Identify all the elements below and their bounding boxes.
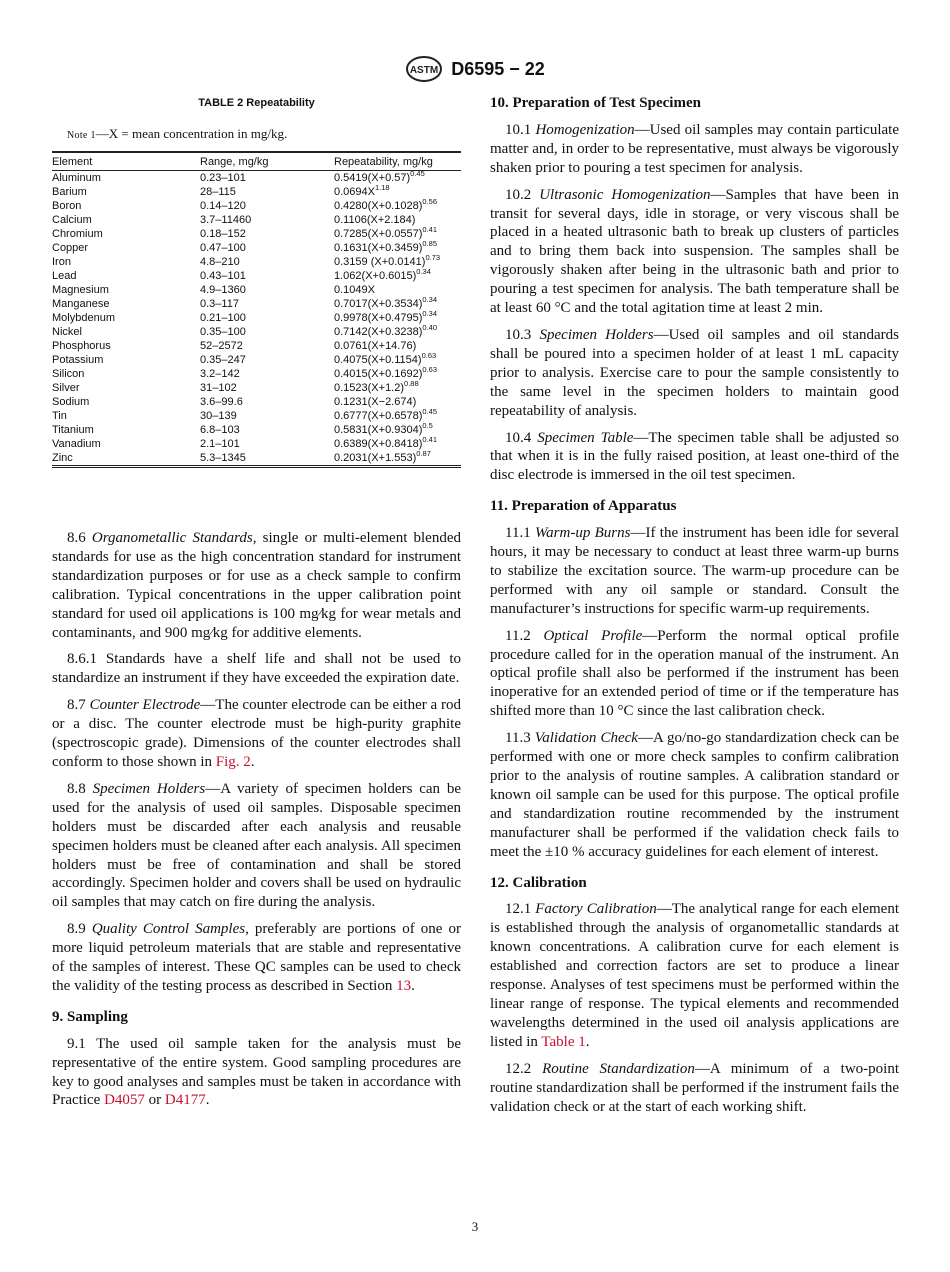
repeatability-formula: 0.0761(X+14.76) xyxy=(334,339,417,352)
repeatability-formula: 0.2031(X+1.553) xyxy=(334,451,417,464)
repeatability-cell xyxy=(334,252,461,269)
range-cell: 0.14–120 xyxy=(200,199,246,212)
element-cell: Potassium xyxy=(52,353,104,366)
document-id: D6595 − 22 xyxy=(451,58,545,79)
text: 10.2 xyxy=(505,186,540,203)
paragraph-title: Validation Check xyxy=(534,730,638,747)
exponent: 0.45 xyxy=(422,406,437,416)
text: —A variety of specimen holders can be used for the analysis of used oil samples. Disposable specimen holders must be discarded after each analysis and reusable specimen holders must be cleaned after each analysis. All specimen holders must be free of contamination and shall be stored accordingly. Specimen holder and covers shall be used on hydraulic oil samples that may catch on fire during the analysis. xyxy=(52,780,462,911)
repeatability-cell xyxy=(334,378,461,395)
range-cell: 6.8–103 xyxy=(200,423,240,436)
repeatability-cell xyxy=(334,266,461,283)
range-cell: 30–139 xyxy=(200,409,237,422)
paragraph xyxy=(52,696,461,772)
paragraph xyxy=(52,920,461,996)
range-cell: 0.3–117 xyxy=(200,297,239,310)
range-cell: 0.47–100 xyxy=(200,241,246,254)
element-cell: Silicon xyxy=(52,367,85,380)
paragraph xyxy=(490,627,899,722)
exponent: 0.87 xyxy=(416,448,431,458)
element-cell: Iron xyxy=(52,255,71,268)
text: 8.6.1 Standards have a shelf life and shall not be used to standardize an instrument if they have exceeded the expiration date. xyxy=(52,651,461,687)
table-note: Note 1—X = mean concentration in mg/kg. xyxy=(67,125,288,141)
text: . xyxy=(411,977,415,994)
repeatability-formula: 0.7285(X+0.0557) xyxy=(334,227,423,240)
paragraph xyxy=(52,650,461,688)
repeatability-formula: 0.1049X xyxy=(334,283,375,296)
exponent: 0.34 xyxy=(416,266,431,276)
table-row xyxy=(52,395,461,409)
range-cell: 0.21–100 xyxy=(200,311,246,324)
reference-link[interactable]: D4177 xyxy=(164,1092,206,1109)
repeatability-formula: 0.1231(X−2.674) xyxy=(334,395,417,408)
exponent: 0.40 xyxy=(422,322,437,332)
range-cell: 0.35–247 xyxy=(200,353,246,366)
repeatability-formula: 0.1631(X+0.3459) xyxy=(334,241,423,254)
text: 12.2 xyxy=(505,1060,543,1077)
table-row xyxy=(52,199,461,213)
repeatability-cell xyxy=(334,182,461,199)
text: 8.9 xyxy=(67,921,92,938)
table-row xyxy=(52,381,461,395)
repeatability-cell xyxy=(334,395,461,409)
element-cell: Magnesium xyxy=(52,283,109,296)
repeatability-formula: 0.3159 (X+0.0141) xyxy=(334,255,426,268)
element-cell: Chromium xyxy=(52,227,103,240)
paragraph-title: Homogenization xyxy=(535,121,635,138)
paragraph xyxy=(490,900,899,1051)
range-cell: 4.8–210 xyxy=(200,255,240,268)
text: 11. Preparation of Apparatus xyxy=(490,498,677,515)
text: 11.2 xyxy=(505,627,544,644)
element-cell: Barium xyxy=(52,185,87,198)
text: . xyxy=(250,753,255,770)
repeatability-cell xyxy=(334,238,461,255)
range-cell: 52–2572 xyxy=(200,339,243,352)
text: —The specimen table shall be adjusted so that when it is in the fully raised position, at least one-third of the disc electrode is immersed in the oil test specimen. xyxy=(490,429,900,484)
range-cell: 2.1–101 xyxy=(200,437,240,450)
range-cell: 0.35–100 xyxy=(200,325,246,338)
paragraph xyxy=(490,524,899,619)
text: 11.1 xyxy=(505,525,536,542)
element-cell: Nickel xyxy=(52,325,82,338)
table-row xyxy=(52,451,461,467)
text: 10. Preparation of Test Specimen xyxy=(490,95,701,111)
repeatability-cell xyxy=(334,420,461,437)
table-row xyxy=(52,325,461,339)
text: 12.1 xyxy=(505,901,536,918)
section-heading xyxy=(52,1008,461,1027)
column-header: Range, mg/kg xyxy=(200,152,334,171)
exponent: 1.18 xyxy=(374,182,390,192)
table-row xyxy=(52,437,461,451)
repeatability-formula: 0.7142(X+0.3238) xyxy=(334,325,423,338)
text: 10.4 xyxy=(505,429,538,446)
repeatability-formula: 0.0694X xyxy=(334,185,375,198)
reference-link[interactable]: 13 xyxy=(396,977,412,994)
element-cell: Vanadium xyxy=(52,437,101,450)
text: 9.1 The used oil sample taken for the analysis must be representative of the entire system. Good sampling procedures are key to good analyses and samples must be taken in accordance with Practice xyxy=(52,1035,461,1109)
table-row xyxy=(52,185,461,199)
repeatability-formula: 0.6777(X+0.6578) xyxy=(334,409,423,422)
text: or xyxy=(144,1092,165,1109)
repeatability-cell xyxy=(334,448,461,467)
text: 8.6 xyxy=(67,530,92,546)
paragraph-title: Counter Electrode xyxy=(89,697,201,714)
column-header: Repeatability, mg/kg xyxy=(334,152,461,171)
text: —Used oil samples may contain particulate matter and, in order to be representative, must always be vigorously shaken prior to pouring a test specimen for analysis. xyxy=(490,121,899,176)
element-cell: Sodium xyxy=(52,395,90,408)
element-cell: Aluminum xyxy=(52,171,101,184)
paragraph xyxy=(490,429,899,486)
table-row xyxy=(52,367,461,381)
exponent: 0.34 xyxy=(422,308,437,318)
table-row xyxy=(52,283,461,297)
page-number: 3 xyxy=(471,1219,479,1234)
reference-link[interactable]: Table 1 xyxy=(541,1033,586,1050)
text: 8.8 xyxy=(67,780,93,797)
repeatability-cell xyxy=(334,406,461,423)
paragraph xyxy=(52,780,461,912)
element-cell: Calcium xyxy=(52,213,92,226)
exponent: 0.41 xyxy=(422,434,437,444)
element-cell: Zinc xyxy=(52,451,73,464)
astm-logo-icon xyxy=(405,56,443,82)
exponent: 0.34 xyxy=(422,294,437,304)
paragraph-title: Optical Profile xyxy=(543,627,643,644)
table-row xyxy=(52,297,461,311)
text: single or multi-element blended standards for use as the high concentration standard for instrument standardization purposes or for use as a check sample to confirm calibration. Typical concentrations in the upper calibration point standard for used oil applications is 100 mg⁄kg for wear metals and contaminants, and 900 mg⁄kg for additive elements. xyxy=(52,530,462,641)
paragraph-title: Warm-up Burns xyxy=(535,525,631,542)
text: 10.1 xyxy=(505,121,536,138)
text: . xyxy=(585,1033,590,1050)
repeatability-formula: 1.062(X+0.6015) xyxy=(334,269,417,282)
repeatability-cell xyxy=(334,350,461,367)
text: 10.3 xyxy=(505,326,540,343)
paragraph xyxy=(490,729,899,861)
text: —The analytical range for each element is established through the analysis of organometallic standards at known concentrations. A calibration curve for each element is established and correction factors are set to produce a linear response. Analyses of test specimens must be performed within the linear range of response. The typical elements and recommended wavelengths determined in the used oil analysis applications are listed in xyxy=(490,901,900,1050)
repeatability-cell xyxy=(334,322,461,339)
element-cell: Lead xyxy=(52,269,77,282)
table-2-block xyxy=(52,94,461,468)
element-cell: Manganese xyxy=(52,297,110,310)
exponent: 0.73 xyxy=(425,252,441,262)
range-cell: 0.43–101 xyxy=(200,269,246,282)
element-cell: Tin xyxy=(52,409,67,422)
exponent: 0.88 xyxy=(404,378,419,388)
paragraph-title: Factory Calibration xyxy=(535,901,657,918)
element-cell: Boron xyxy=(52,199,82,212)
table-caption: TABLE 2 Repeatability xyxy=(198,97,315,109)
repeatability-formula: 0.4280(X+0.1028) xyxy=(334,199,423,212)
range-cell: 4.9–1360 xyxy=(200,283,246,296)
paragraph xyxy=(52,1035,461,1111)
exponent: 0.5 xyxy=(422,420,433,430)
svg-text:ASTM: ASTM xyxy=(410,65,439,76)
column-header: Element xyxy=(52,152,200,171)
repeatability-formula: 0.7017(X+0.3534) xyxy=(334,297,423,310)
repeatability-cell xyxy=(334,213,461,227)
range-cell: 0.23–101 xyxy=(200,171,246,184)
paragraph-title: Specimen Holders xyxy=(539,326,654,343)
range-cell: 0.18–152 xyxy=(200,227,246,240)
repeatability-formula: 0.4015(X+0.1692) xyxy=(334,367,423,380)
table-row xyxy=(52,227,461,241)
paragraph xyxy=(490,326,899,421)
text: 9. Sampling xyxy=(52,1008,128,1025)
paragraph xyxy=(52,529,461,642)
exponent: 0.41 xyxy=(422,224,437,234)
exponent: 0.45 xyxy=(410,168,425,178)
paragraph xyxy=(490,121,899,178)
text: 8.7 xyxy=(67,697,90,714)
range-cell: 3.2–142 xyxy=(200,367,240,380)
repeatability-formula: 0.5419(X+0.57) xyxy=(334,171,411,184)
element-cell: Phosphorus xyxy=(52,339,111,352)
paragraph xyxy=(490,186,899,318)
repeatability-cell xyxy=(334,283,461,297)
table-row xyxy=(52,269,461,283)
element-cell: Titanium xyxy=(52,423,94,436)
paragraph-title: Ultrasonic Homogenization xyxy=(539,186,711,203)
paragraph xyxy=(490,1060,899,1117)
repeatability-formula: 0.9978(X+0.4795) xyxy=(334,311,423,324)
table-row xyxy=(52,353,461,367)
range-cell: 3.6–99.6 xyxy=(200,395,243,408)
element-cell: Molybdenum xyxy=(52,311,115,324)
repeatability-formula: 0.6389(X+0.8418) xyxy=(334,437,423,450)
reference-link[interactable]: D4057 xyxy=(104,1092,145,1109)
repeatability-table xyxy=(52,151,461,468)
text: 12. Calibration xyxy=(490,874,587,891)
text: —Perform the normal optical profile procedure called for in the operation manual of the instrument. An optical profile shall also be performed if the instrument has been inoperative for an extended period of time or if the temperature has shifted more than 10 °C since the last calibration check. xyxy=(490,627,899,720)
text: preferably are portions of one or more liquid petroleum materials that are stable and representative of the samples of interest. These QC samples can be used to check the validity of the testing process as described in Section xyxy=(52,921,461,994)
paragraph-title: Specimen Table xyxy=(537,429,634,446)
repeatability-cell xyxy=(334,294,461,311)
element-cell: Silver xyxy=(52,381,80,394)
text: —A minimum of a two-point routine standardization shall be performed if the instrument fails the validation check or at the start of each working shift. xyxy=(490,1060,899,1115)
exponent: 0.85 xyxy=(422,238,437,248)
left-column-text xyxy=(52,529,461,1118)
section-heading xyxy=(490,497,899,516)
table-row xyxy=(52,241,461,255)
table-row xyxy=(52,339,461,353)
exponent: 0.56 xyxy=(422,196,437,206)
text: 11.3 xyxy=(505,730,535,747)
text: —Used oil samples and oil standards shall be poured into a specimen holder of at least 1 mL capacity prior to analysis. Exercise care to pour the sample consistently to the same level in the specimen holders to maintain good repeatability of analysis. xyxy=(490,326,899,419)
table-row xyxy=(52,423,461,437)
repeatability-cell xyxy=(334,364,461,381)
repeatability-cell xyxy=(334,224,461,241)
repeatability-cell xyxy=(334,170,461,185)
reference-link[interactable]: Fig. 2 xyxy=(215,753,251,770)
repeatability-cell xyxy=(334,339,461,353)
repeatability-formula: 0.1106(X+2.184) xyxy=(334,213,416,226)
text: —Samples that have been in transit for several days, idle in storage, or very viscous shall be placed in a heated ultrasonic bath to break up clusters of particles and to bring them back into suspension. The samples shall be vigorously shaken after being in the ultrasonic bath and prior to pouring a test specimen for analysis. The bath temperature shall be at least 60 °C and the total agitation time at least 2 min. xyxy=(490,186,899,317)
section-heading xyxy=(490,94,899,113)
element-cell: Copper xyxy=(52,241,89,254)
text: . xyxy=(205,1092,210,1109)
paragraph-title: Quality Control Samples, xyxy=(91,921,249,938)
repeatability-formula: 0.4075(X+0.1154) xyxy=(334,353,422,366)
range-cell: 31–102 xyxy=(200,381,237,394)
section-heading xyxy=(490,874,899,893)
table-row xyxy=(52,213,461,227)
paragraph-title: Specimen Holders xyxy=(92,780,206,797)
range-cell: 5.3–1345 xyxy=(200,451,246,464)
exponent: 0.63 xyxy=(422,364,437,374)
page-header xyxy=(0,56,950,82)
table-row xyxy=(52,311,461,325)
table-row xyxy=(52,409,461,423)
exponent: 0.63 xyxy=(421,350,437,360)
right-column-text xyxy=(490,94,899,1124)
repeatability-cell xyxy=(334,308,461,325)
repeatability-cell xyxy=(334,434,461,451)
table-row xyxy=(52,170,461,185)
range-cell: 3.7–11460 xyxy=(200,213,252,226)
text: —The counter electrode can be either a rod or a disc. The counter electrode must be high-purity graphite (spectroscopic grade). Dimensions of the counter electrodes shall conform to those shown in xyxy=(52,697,462,770)
text: —If the instrument has been idle for several hours, it may be necessary to conduct at least three warm-up burns to stabilize the excitation source. The warm-up procedure can be performed with any oil sample or standard. Consult the manufacturer’s instructions for specific warm-up requirements. xyxy=(490,525,899,617)
repeatability-formula: 0.1523(X+1.2) xyxy=(334,381,405,394)
repeatability-formula: 0.5831(X+0.9304) xyxy=(334,423,423,436)
range-cell: 28–115 xyxy=(200,185,236,198)
text: —A go/no-go standardization check can be performed with one or more check samples to confirm calibration prior to the analysis of routine samples. A calibration standard or known oil sample can be used for this purpose. The optical profile and standardization routine recommended by the instrument manufacturer shall be performed if the validation check fails to meet the ±10 % accuracy guidelines for each element of interest. xyxy=(490,730,899,860)
paragraph-title: Organometallic Standards, xyxy=(91,530,257,546)
paragraph-title: Routine Standardization xyxy=(542,1060,695,1077)
table-row xyxy=(52,255,461,269)
repeatability-cell xyxy=(334,196,461,213)
